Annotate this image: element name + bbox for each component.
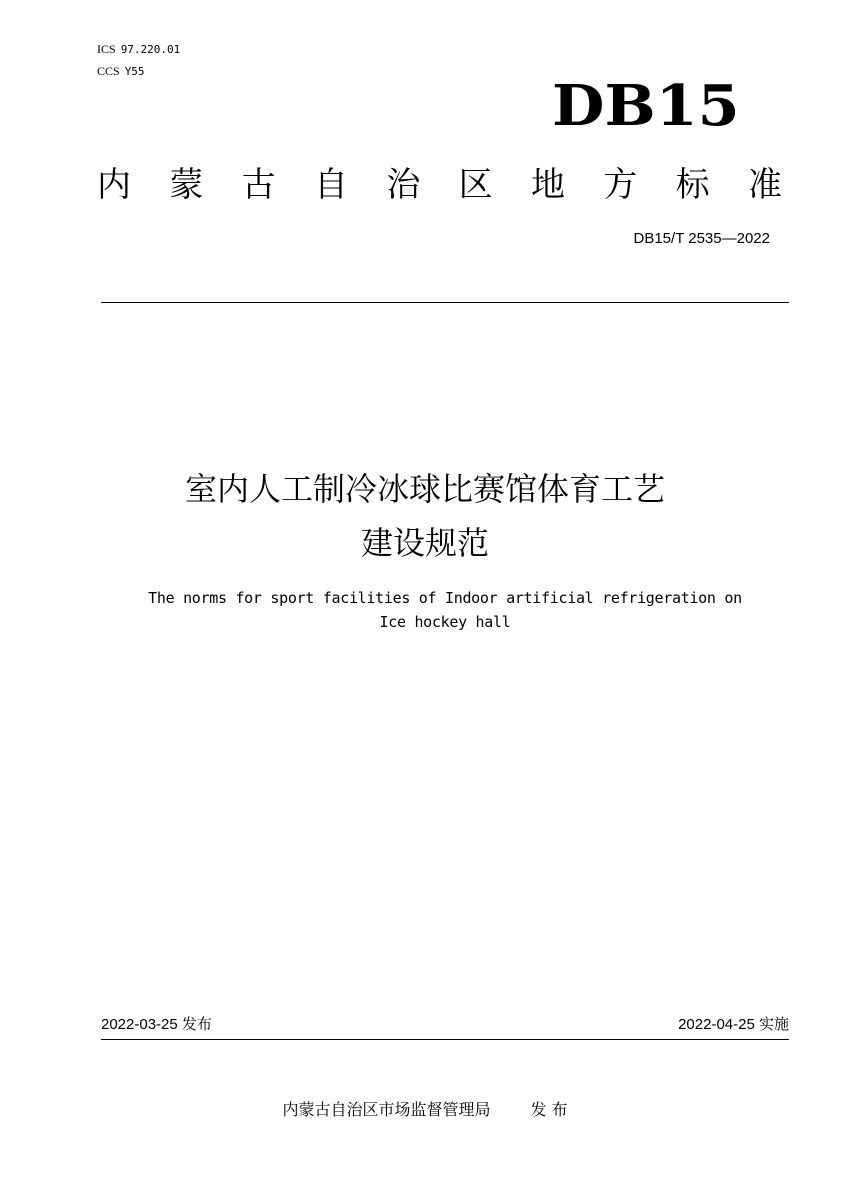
issuer-title-char: 古 [241,165,276,205]
issuer-title-char: 内 [97,165,131,205]
issuing-authority [0,1097,850,1120]
implement-date: 2022-04-25 实施 [678,1016,789,1033]
issuer-title-char: 标 [675,165,710,205]
publish-action: 发 布 [530,1100,568,1119]
issuer-title-char: 方 [603,165,638,205]
issuer-title-char: 自 [313,165,348,205]
ccs-code [97,64,145,79]
ics-label: ICS [97,42,116,56]
publish-date: 2022-03-25 发布 [101,1016,212,1033]
ccs-label: CCS [97,64,120,78]
title-cn-line2: 建设规范 [360,524,489,562]
bottom-divider [101,1039,789,1040]
standard-number: DB15/T 2535—2022 [633,230,770,247]
title-english [95,586,795,634]
issuer-title-char: 治 [386,165,421,205]
ics-value: 97.220.01 [120,43,181,56]
title-en-line2: Ice hockey hall [379,613,511,631]
authority-name: 内蒙古自治区市场监督管理局 [282,1100,491,1119]
title-en-line1: The norms for sport facilities of Indoor artificial refrigeration on [148,589,742,607]
issuer-title-char: 准 [747,165,782,205]
issuer-title-char: 蒙 [169,165,204,205]
db15-logo: DB15 [552,73,740,139]
issuer-title-char: 区 [458,165,493,205]
ccs-value: Y55 [124,65,145,78]
issuer-title [97,160,782,210]
top-divider [101,302,789,303]
title-chinese [0,462,850,570]
issuer-title-char: 地 [530,165,565,205]
title-cn-line1: 室内人工制冷冰球比赛馆体育工艺 [184,470,665,508]
ics-code [97,42,180,57]
